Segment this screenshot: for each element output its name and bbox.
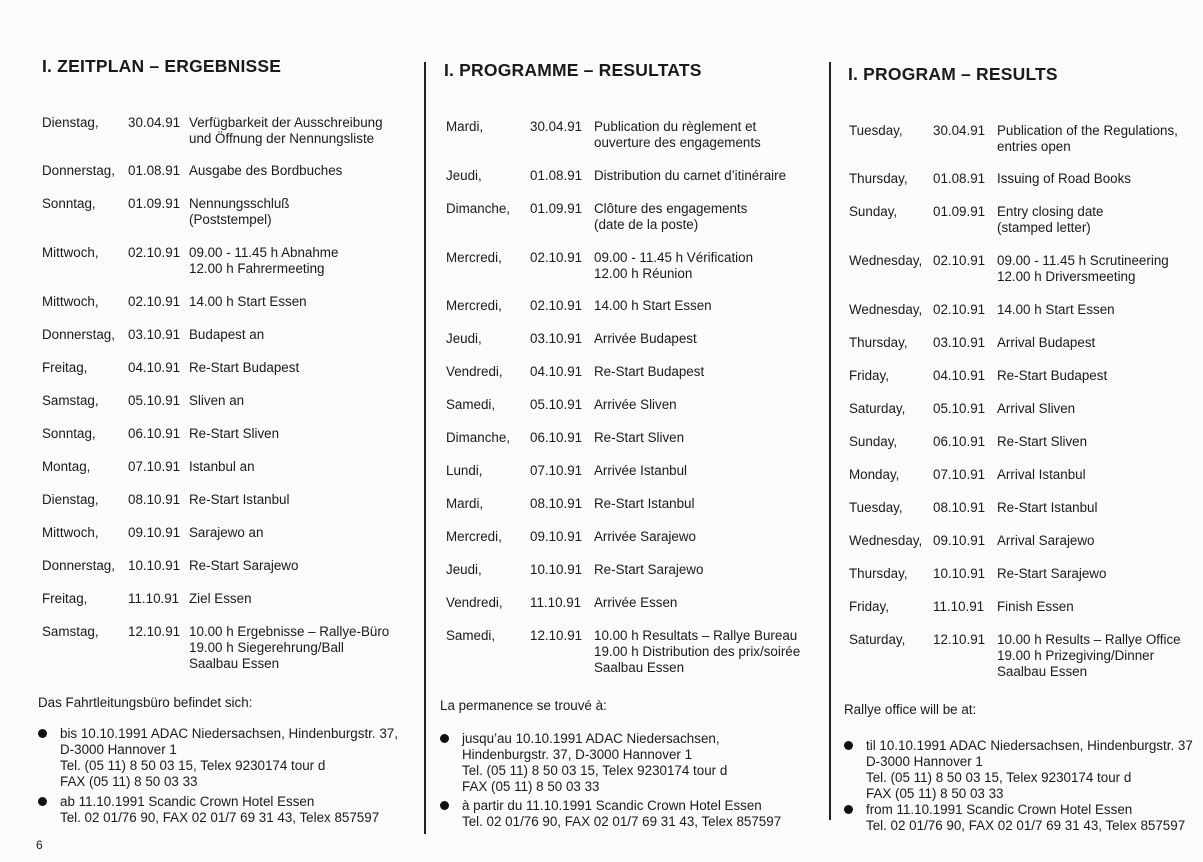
schedule-event: [189, 525, 263, 541]
schedule-day: Wednesday,: [849, 302, 923, 317]
schedule-event: [997, 566, 1106, 582]
schedule-day: Saturday,: [849, 632, 906, 647]
schedule-day: Mittwoch,: [42, 294, 99, 309]
bullet-icon: [440, 734, 449, 743]
schedule-date: 07.10.91: [530, 463, 583, 478]
column-de: [36, 0, 411, 862]
office-address-line: ab 11.10.1991 Scandic Crown Hotel Essen: [60, 794, 315, 809]
schedule-event: [594, 298, 712, 314]
schedule-day: Jeudi,: [446, 331, 482, 346]
schedule-date: 02.10.91: [933, 302, 986, 317]
schedule-date: 11.10.91: [530, 595, 582, 610]
schedule-day: Dimanche,: [446, 430, 511, 445]
schedule-event-line: (date de la poste): [594, 217, 699, 232]
schedule-day: Jeudi,: [446, 168, 482, 183]
office-address-line: from 11.10.1991 Scandic Crown Hotel Essen: [866, 802, 1133, 817]
schedule-event: [594, 562, 703, 578]
schedule-event: [594, 595, 677, 611]
schedule-event-line: Re-Start Sliven: [594, 430, 685, 445]
schedule-event: [189, 196, 290, 228]
schedule-event-line: Istanbul an: [189, 459, 255, 474]
schedule-event: [997, 368, 1107, 384]
schedule-day: Sonntag,: [42, 426, 96, 441]
office-address-line: Hindenburgstr. 37, D-3000 Hannover 1: [462, 747, 693, 762]
bullet-icon: [440, 801, 449, 810]
schedule-event-line: Saalbau Essen: [189, 656, 280, 671]
schedule-event-line: Publication du règlement et: [594, 119, 757, 134]
schedule-event-line: Issuing of Road Books: [997, 171, 1131, 186]
schedule-event-line: Arrival Sliven: [997, 401, 1076, 416]
page-number: 6: [36, 838, 43, 852]
schedule-event-line: Arrival Sarajewo: [997, 533, 1095, 548]
schedule-day: Thursday,: [849, 566, 908, 581]
schedule-day: Thursday,: [849, 171, 908, 186]
schedule-day: Mittwoch,: [42, 525, 99, 540]
schedule-event-line: 09.00 - 11.45 h Scrutineering: [997, 253, 1169, 268]
schedule-date: 09.10.91: [530, 529, 583, 544]
schedule-event-line: 10.00 h Results – Rallye Office: [997, 632, 1181, 647]
schedule-day: Donnerstag,: [42, 558, 115, 573]
schedule-date: 12.10.91: [530, 628, 583, 643]
schedule-event-line: Ausgabe des Bordbuches: [189, 163, 343, 178]
office-address-line: til 10.10.1991 ADAC Niedersachsen, Hindenburgstr. 37: [866, 738, 1193, 753]
schedule-event-line: Saalbau Essen: [594, 660, 685, 675]
schedule-event: [189, 327, 264, 343]
schedule-date: 02.10.91: [128, 245, 181, 260]
schedule-event-line: Nennungsschluß: [189, 196, 290, 211]
bullet-icon: [844, 805, 853, 814]
column-fr: [438, 0, 818, 862]
office-address-line: Tel. 02 01/76 90, FAX 02 01/7 69 31 43, Telex 857597: [60, 810, 380, 825]
schedule-day: Donnerstag,: [42, 163, 115, 178]
office-intro: La permanence se trouvé à:: [440, 698, 607, 713]
schedule-event-line: ouverture des engagements: [594, 135, 761, 150]
schedule-event-line: Sarajewo an: [189, 525, 264, 540]
schedule-day: Mercredi,: [446, 529, 502, 544]
schedule-date: 09.10.91: [933, 533, 986, 548]
schedule-date: 03.10.91: [530, 331, 583, 346]
schedule-day: Dienstag,: [42, 115, 99, 130]
office-address-line: D-3000 Hannover 1: [866, 754, 983, 769]
schedule-event: [594, 364, 704, 380]
schedule-date: 04.10.91: [933, 368, 986, 383]
schedule-event: [594, 168, 786, 184]
schedule-date: 07.10.91: [128, 459, 181, 474]
schedule-event: [594, 201, 747, 233]
schedule-event-line: Arrival Istanbul: [997, 467, 1086, 482]
schedule-day: Sonntag,: [42, 196, 96, 211]
schedule-day: Jeudi,: [446, 562, 482, 577]
schedule-day: Dienstag,: [42, 492, 99, 507]
schedule-event: [997, 500, 1097, 516]
schedule-date: 11.10.91: [933, 599, 985, 614]
schedule-event-line: Re-Start Budapest: [189, 360, 300, 375]
schedule-event: [997, 632, 1181, 680]
office-address-lines: [866, 738, 1193, 802]
schedule-event: [594, 119, 761, 151]
schedule-event-line: Sliven an: [189, 393, 245, 408]
office-address-line: à partir du 11.10.1991 Scandic Crown Hotel Essen: [462, 798, 762, 813]
office-address-lines: [462, 731, 727, 795]
schedule-event: [594, 529, 696, 545]
schedule-day: Freitag,: [42, 591, 88, 606]
schedule-day: Friday,: [849, 368, 889, 383]
schedule-date: 02.10.91: [530, 250, 583, 265]
schedule-event-line: 12.00 h Driversmeeting: [997, 269, 1136, 284]
schedule-day: Sunday,: [849, 204, 898, 219]
schedule-event: [189, 115, 383, 147]
schedule-event-line: (stamped letter): [997, 220, 1091, 235]
schedule-event: [189, 558, 298, 574]
schedule-date: 03.10.91: [128, 327, 181, 342]
schedule-event: [997, 123, 1178, 155]
schedule-date: 30.04.91: [128, 115, 181, 130]
schedule-event-line: und Öffnung der Nennungsliste: [189, 131, 375, 146]
schedule-day: Dimanche,: [446, 201, 511, 216]
schedule-event: [594, 496, 694, 512]
schedule-event-line: Re-Start Sarajewo: [594, 562, 704, 577]
office-address-lines: [462, 798, 781, 830]
schedule-day: Samstag,: [42, 624, 99, 639]
schedule-date: 10.10.91: [933, 566, 986, 581]
schedule-day: Wednesday,: [849, 253, 923, 268]
schedule-event-line: Budapest an: [189, 327, 265, 342]
schedule-event-line: entries open: [997, 139, 1071, 154]
schedule-event: [189, 459, 255, 475]
office-address-line: FAX (05 11) 8 50 03 33: [60, 774, 198, 789]
schedule-event: [997, 204, 1103, 236]
schedule-event-line: Re-Start Budapest: [594, 364, 705, 379]
schedule-date: 10.10.91: [128, 558, 181, 573]
schedule-day: Samedi,: [446, 397, 496, 412]
bullet-icon: [38, 797, 47, 806]
schedule-day: Tuesday,: [849, 500, 903, 515]
schedule-event: [189, 360, 299, 376]
schedule-event: [189, 294, 307, 310]
office-address-line: bis 10.10.1991 ADAC Niedersachsen, Hindenburgstr. 37,: [60, 726, 398, 741]
schedule-day: Mittwoch,: [42, 245, 99, 260]
schedule-day: Friday,: [849, 599, 889, 614]
schedule-event-line: Arrivée Sliven: [594, 397, 677, 412]
schedule-event-line: 14.00 h Start Essen: [189, 294, 307, 309]
schedule-day: Mercredi,: [446, 298, 502, 313]
schedule-day: Vendredi,: [446, 364, 503, 379]
schedule-date: 06.10.91: [933, 434, 986, 449]
schedule-event-line: Re-Start Sarajewo: [189, 558, 299, 573]
office-address-line: Tel. (05 11) 8 50 03 15, Telex 9230174 tour d: [866, 770, 1132, 785]
schedule-day: Thursday,: [849, 335, 908, 350]
schedule-event-line: Arrivée Budapest: [594, 331, 697, 346]
schedule-event-line: Arrival Budapest: [997, 335, 1096, 350]
schedule-event: [997, 253, 1169, 285]
bullet-icon: [38, 729, 47, 738]
schedule-event-line: Arrivée Istanbul: [594, 463, 688, 478]
schedule-date: 10.10.91: [530, 562, 583, 577]
schedule-event-line: Re-Start Sliven: [997, 434, 1088, 449]
schedule-event-line: 09.00 - 11.45 h Abnahme: [189, 245, 339, 260]
office-address-line: Tel. (05 11) 8 50 03 15, Telex 9230174 tour d: [60, 758, 326, 773]
schedule-date: 08.10.91: [933, 500, 986, 515]
schedule-event-line: Ziel Essen: [189, 591, 252, 606]
schedule-day: Freitag,: [42, 360, 88, 375]
schedule-event: [189, 624, 389, 672]
schedule-event-line: Publication of the Regulations,: [997, 123, 1178, 138]
schedule-event: [997, 533, 1095, 549]
schedule-day: Montag,: [42, 459, 91, 474]
schedule-date: 01.09.91: [128, 196, 181, 211]
schedule-event-line: Entry closing date: [997, 204, 1104, 219]
schedule-event-line: 10.00 h Ergebnisse – Rallye-Büro: [189, 624, 390, 639]
schedule-day: Mardi,: [446, 496, 484, 511]
schedule-date: 06.10.91: [128, 426, 181, 441]
schedule-event-line: Arrivée Essen: [594, 595, 678, 610]
schedule-event-line: 10.00 h Resultats – Rallye Bureau: [594, 628, 798, 643]
schedule-event: [189, 163, 342, 179]
schedule-event-line: Finish Essen: [997, 599, 1074, 614]
schedule-event: [594, 628, 800, 676]
office-address-line: Tel. 02 01/76 90, FAX 02 01/7 69 31 43, Telex 857597: [462, 814, 782, 829]
schedule-day: Lundi,: [446, 463, 483, 478]
schedule-event-line: Re-Start Istanbul: [189, 492, 290, 507]
office-address-line: D-3000 Hannover 1: [60, 742, 177, 757]
schedule-day: Tuesday,: [849, 123, 903, 138]
schedule-event: [189, 393, 244, 409]
schedule-event: [997, 335, 1095, 351]
schedule-date: 30.04.91: [933, 123, 986, 138]
office-address-line: FAX (05 11) 8 50 03 33: [866, 786, 1004, 801]
schedule-event-line: Distribution du carnet d’itinéraire: [594, 168, 787, 183]
schedule-event-line: 12.00 h Fahrermeeting: [189, 261, 325, 276]
schedule-event-line: 19.00 h Distribution des prix/soirée: [594, 644, 801, 659]
schedule-date: 11.10.91: [128, 591, 180, 606]
schedule-event-line: Arrivée Sarajewo: [594, 529, 696, 544]
column-divider-left: [424, 62, 426, 834]
office-address-line: Tel. (05 11) 8 50 03 15, Telex 9230174 tour d: [462, 763, 728, 778]
schedule-date: 05.10.91: [530, 397, 583, 412]
schedule-event-line: Clôture des engagements: [594, 201, 748, 216]
schedule-event-line: 19.00 h Prizegiving/Dinner: [997, 648, 1155, 663]
schedule-event: [594, 250, 753, 282]
column-divider-right: [829, 62, 831, 820]
schedule-event-line: Re-Start Istanbul: [594, 496, 695, 511]
schedule-day: Monday,: [849, 467, 900, 482]
schedule-date: 30.04.91: [530, 119, 583, 134]
schedule-date: 09.10.91: [128, 525, 181, 540]
section-title: I. PROGRAMME – RESULTATS: [444, 60, 702, 80]
schedule-day: Samstag,: [42, 393, 99, 408]
schedule-event-line: Verfügbarkeit der Ausschreibung: [189, 115, 383, 130]
section-title: I. ZEITPLAN – ERGEBNISSE: [42, 56, 282, 76]
schedule-date: 03.10.91: [933, 335, 986, 350]
schedule-event: [997, 434, 1087, 450]
schedule-date: 04.10.91: [128, 360, 181, 375]
office-intro: Das Fahrtleitungsbüro befindet sich:: [38, 695, 253, 710]
schedule-day: Vendredi,: [446, 595, 503, 610]
schedule-event: [189, 591, 252, 607]
schedule-day: Saturday,: [849, 401, 906, 416]
office-address-lines: [60, 726, 398, 790]
schedule-day: Donnerstag,: [42, 327, 115, 342]
schedule-event-line: 14.00 h Start Essen: [997, 302, 1115, 317]
schedule-date: 06.10.91: [530, 430, 583, 445]
office-intro: Rallye office will be at:: [844, 702, 977, 717]
schedule-event-line: 19.00 h Siegerehrung/Ball: [189, 640, 344, 655]
schedule-event: [594, 397, 677, 413]
schedule-event-line: Saalbau Essen: [997, 664, 1088, 679]
schedule-event-line: Re-Start Istanbul: [997, 500, 1098, 515]
schedule-date: 12.10.91: [933, 632, 986, 647]
office-address-lines: [866, 802, 1185, 834]
schedule-event-line: 09.00 - 11.45 h Vérification: [594, 250, 754, 265]
schedule-event-line: (Poststempel): [189, 212, 272, 227]
schedule-event: [594, 463, 687, 479]
schedule-date: 02.10.91: [530, 298, 583, 313]
schedule-event-line: 12.00 h Réunion: [594, 266, 693, 281]
office-address-line: jusqu’au 10.10.1991 ADAC Niedersachsen,: [462, 731, 720, 746]
bullet-icon: [844, 741, 853, 750]
column-en: [842, 0, 1202, 862]
schedule-event: [997, 467, 1086, 483]
schedule-event-line: Re-Start Sarajewo: [997, 566, 1107, 581]
schedule-event: [189, 245, 338, 277]
schedule-date: 01.08.91: [933, 171, 986, 186]
schedule-event-line: Re-Start Budapest: [997, 368, 1108, 383]
schedule-day: Samedi,: [446, 628, 496, 643]
schedule-event-line: 14.00 h Start Essen: [594, 298, 712, 313]
office-address-line: Tel. 02 01/76 90, FAX 02 01/7 69 31 43, Telex 857597: [866, 818, 1186, 833]
schedule-date: 01.08.91: [128, 163, 181, 178]
office-address-line: FAX (05 11) 8 50 03 33: [462, 779, 600, 794]
schedule-date: 05.10.91: [128, 393, 181, 408]
schedule-event: [594, 430, 684, 446]
schedule-event: [997, 599, 1074, 615]
schedule-date: 07.10.91: [933, 467, 986, 482]
schedule-event: [189, 426, 279, 442]
schedule-day: Mardi,: [446, 119, 484, 134]
section-title: I. PROGRAM – RESULTS: [848, 64, 1058, 84]
schedule-event: [997, 401, 1075, 417]
schedule-date: 08.10.91: [530, 496, 583, 511]
schedule-date: 01.09.91: [530, 201, 583, 216]
schedule-day: Wednesday,: [849, 533, 923, 548]
schedule-day: Mercredi,: [446, 250, 502, 265]
schedule-date: 08.10.91: [128, 492, 181, 507]
schedule-date: 04.10.91: [530, 364, 583, 379]
schedule-event: [594, 331, 697, 347]
schedule-date: 12.10.91: [128, 624, 181, 639]
schedule-event: [189, 492, 289, 508]
schedule-day: Sunday,: [849, 434, 898, 449]
schedule-event: [997, 302, 1115, 318]
schedule-date: 02.10.91: [128, 294, 181, 309]
schedule-date: 01.09.91: [933, 204, 986, 219]
schedule-date: 02.10.91: [933, 253, 986, 268]
schedule-event-line: Re-Start Sliven: [189, 426, 280, 441]
schedule-event: [997, 171, 1131, 187]
schedule-date: 01.08.91: [530, 168, 583, 183]
office-address-lines: [60, 794, 379, 826]
schedule-date: 05.10.91: [933, 401, 986, 416]
